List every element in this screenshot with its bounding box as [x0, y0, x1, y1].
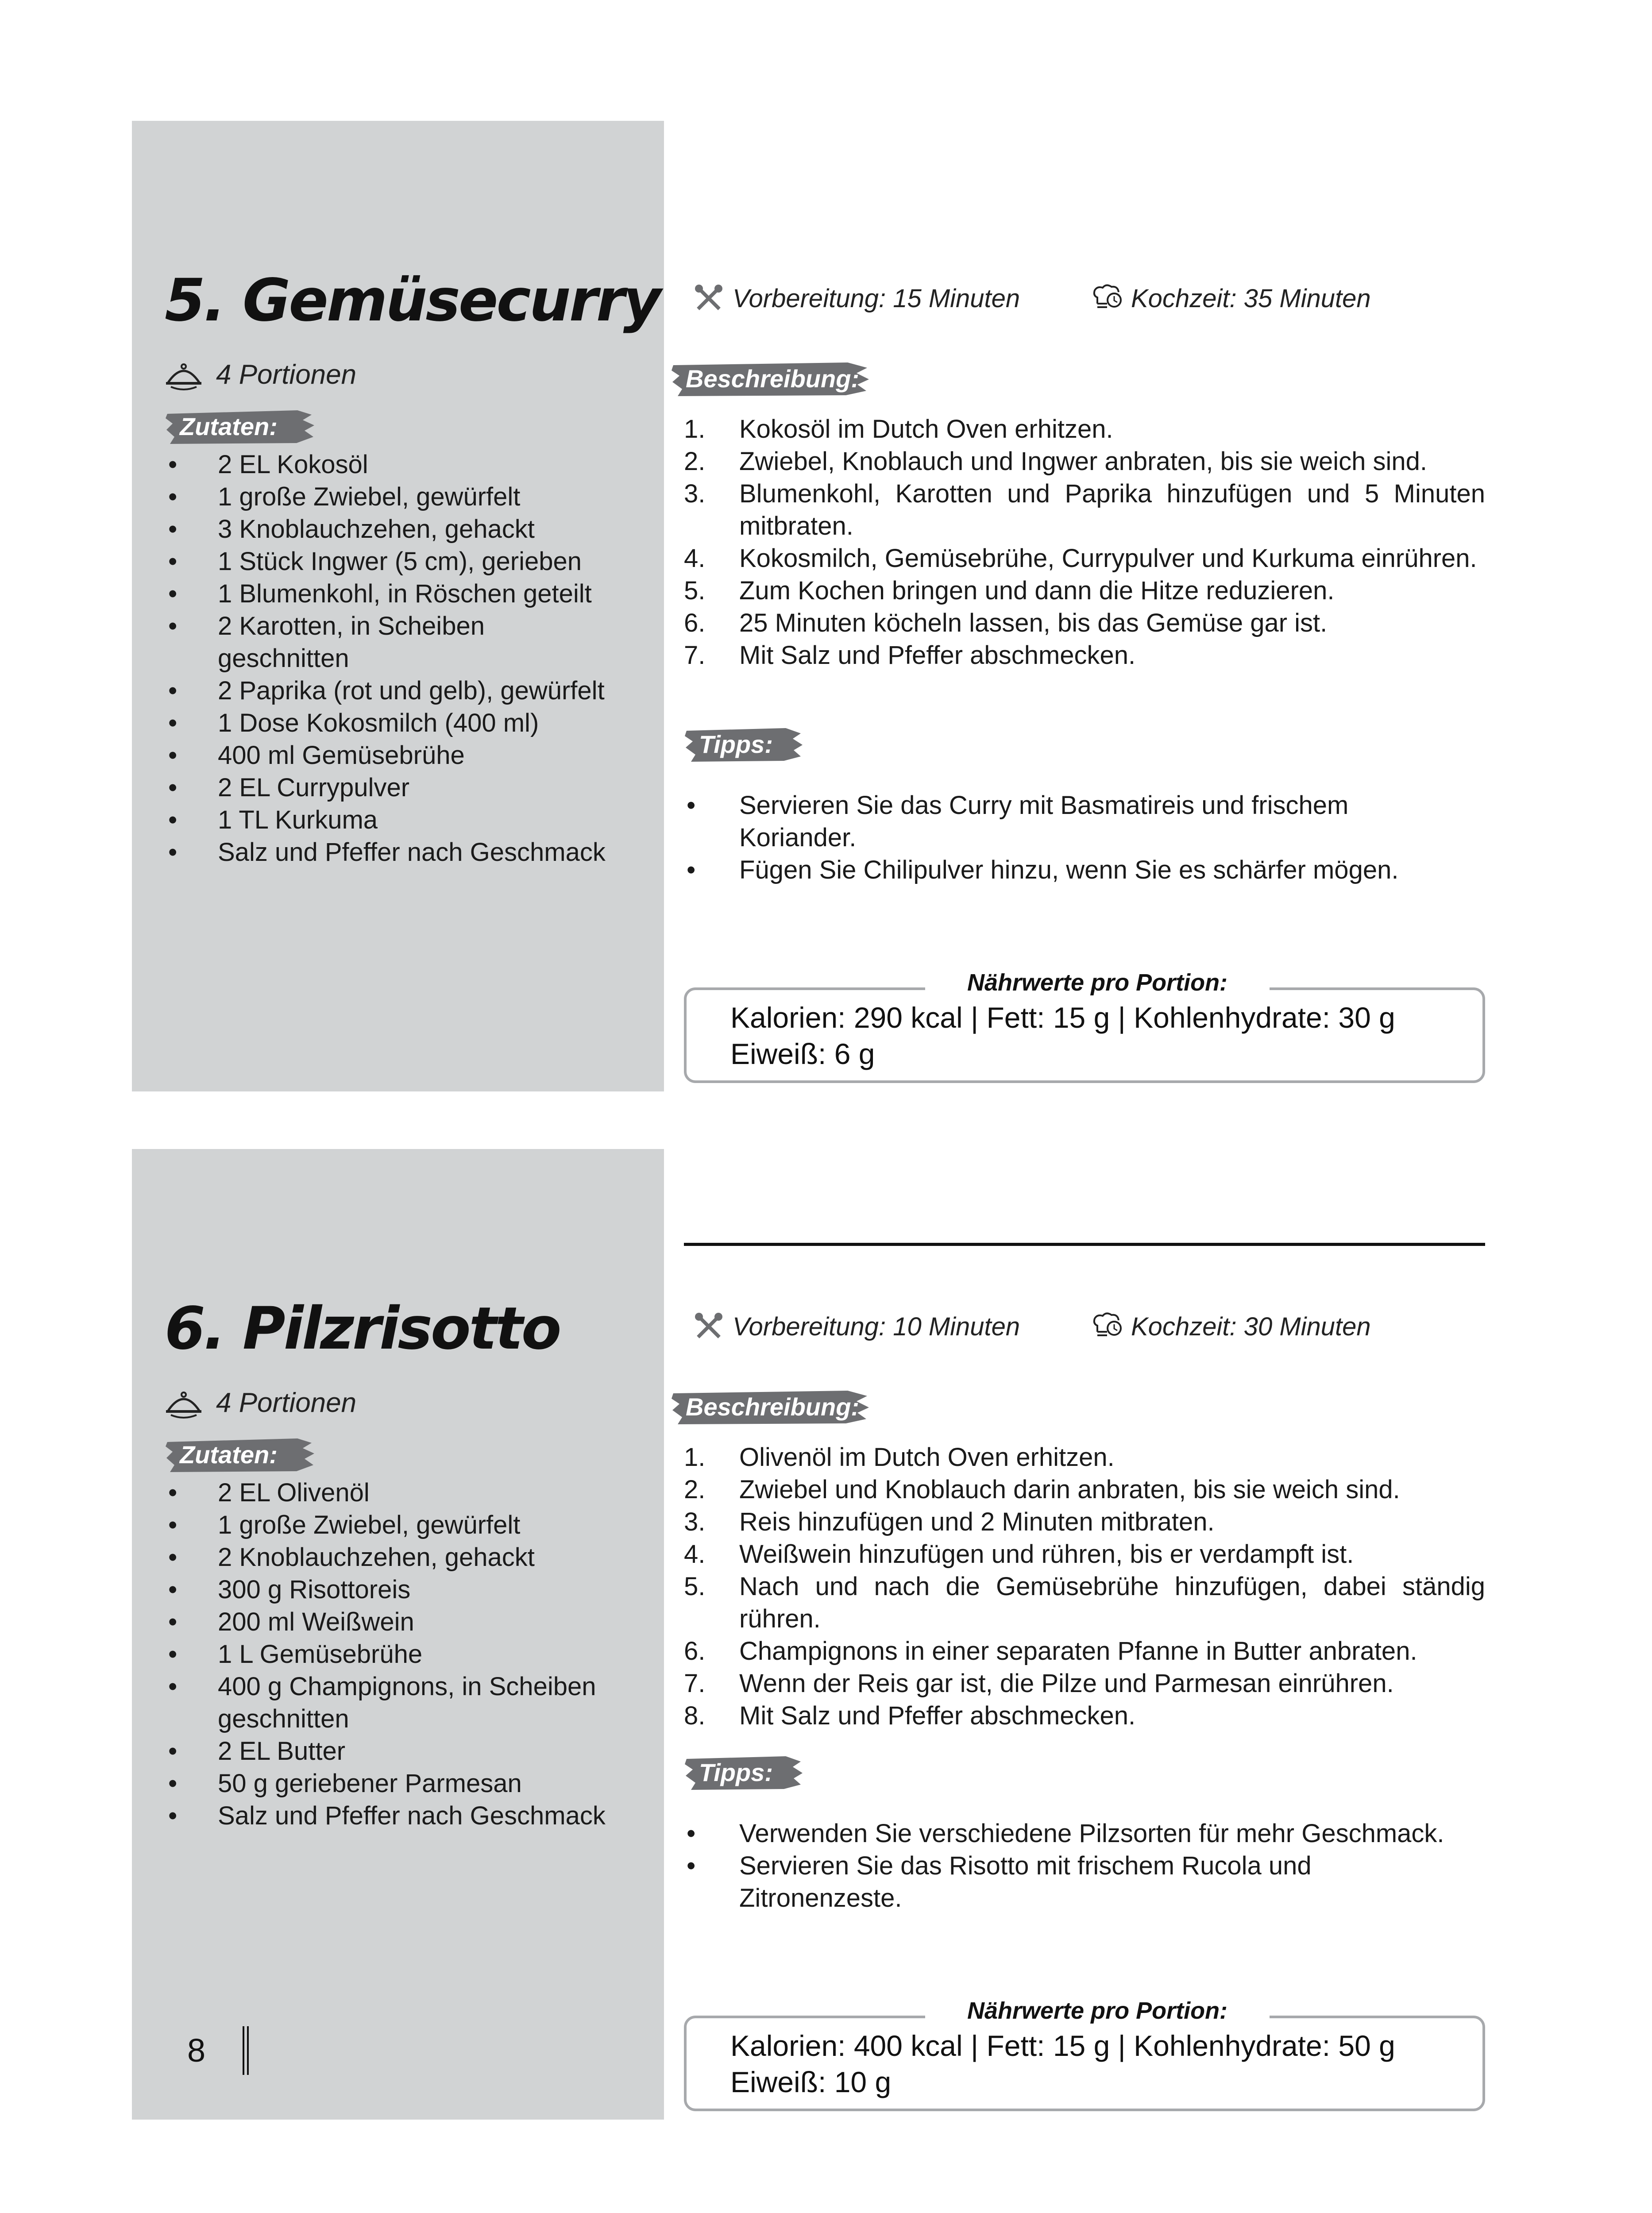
serving-cloche-icon	[165, 1385, 203, 1420]
page-number: 8	[187, 2032, 206, 2069]
tip-item: • Servieren Sie das Curry mit Basmatireis und frischem Koriander.	[684, 789, 1403, 854]
ingredient-item: • 1 Blumenkohl, in Röschen geteilt	[165, 578, 643, 610]
tips-list	[684, 789, 1485, 886]
nutrition-line: Eiweiß: 10 g	[730, 2066, 892, 2098]
description-label: Beschreibung:	[671, 1388, 870, 1426]
page-number-bars	[243, 2026, 250, 2075]
recipe-title: 5. Gemüsecurry	[165, 266, 660, 335]
ingredient-item: • 1 Dose Kokosmilch (400 ml)	[165, 707, 643, 739]
step-item: 2. Zwiebel und Knoblauch darin anbraten, bis sie weich sind.	[684, 1475, 1400, 1504]
step-item: 2. Zwiebel, Knoblauch und Ingwer anbraten, bis sie weich sind.	[684, 447, 1428, 476]
ingredient-item: • 1 große Zwiebel, gewürfelt	[165, 481, 643, 513]
tip-item: • Fügen Sie Chilipulver hinzu, wenn Sie es schärfer mögen.	[684, 854, 1485, 886]
cook-time: Kochzeit: 30 Minuten	[1091, 1307, 1371, 1346]
ingredients-list	[165, 448, 643, 868]
ingredient-item: • 3 Knoblauchzehen, gehackt	[165, 513, 643, 545]
step-item: 1. Kokosöl im Dutch Oven erhitzen.	[684, 415, 1113, 443]
portions-text: 4 Portionen	[216, 359, 357, 390]
step-item: 7. Mit Salz und Pfeffer abschmecken.	[684, 641, 1136, 670]
ingredients-label: Zutaten:	[165, 1436, 315, 1474]
nutrition-text	[730, 2028, 1395, 2100]
step-item: 5. Nach und nach die Gemüsebrühe hinzufügen, dabei ständig rühren.	[684, 1572, 1485, 1633]
ingredient-item: • 400 g Champignons, in Scheiben geschnitten	[165, 1670, 669, 1735]
ingredient-item: • 2 EL Butter	[165, 1735, 643, 1767]
ingredient-item: • 300 g Risottoreis	[165, 1573, 643, 1606]
nutrition-title: Nährwerte pro Portion:	[925, 1995, 1270, 2026]
ingredient-item: • 2 EL Currypulver	[165, 771, 643, 804]
ingredients-list	[165, 1477, 643, 1832]
serving-cloche-icon	[165, 357, 203, 392]
ingredient-item: • 2 Knoblauchzehen, gehackt	[165, 1541, 643, 1573]
tips-label: Tipps:	[684, 1754, 803, 1792]
steps-list	[684, 413, 1485, 671]
step-item: 1. Olivenöl im Dutch Oven erhitzen.	[684, 1443, 1115, 1472]
nutrition-line: Kalorien: 400 kcal | Fett: 15 g | Kohlenhydrate: 50 g	[730, 2029, 1395, 2062]
prep-time: Vorbereitung: 15 Minuten	[693, 278, 1020, 318]
ingredient-item: • 1 TL Kurkuma	[165, 804, 643, 836]
step-item: 7. Wenn der Reis gar ist, die Pilze und Parmesan einrühren.	[684, 1669, 1394, 1698]
step-item: 8. Mit Salz und Pfeffer abschmecken.	[684, 1701, 1136, 1730]
recipe-title: 6. Pilzrisotto	[165, 1295, 560, 1363]
ingredient-item: • 2 EL Kokosöl	[165, 448, 643, 481]
tips-label: Tipps:	[684, 725, 803, 763]
step-item: 3. Blumenkohl, Karotten und Paprika hinzufügen und 5 Minuten mitbraten.	[684, 479, 1485, 540]
description-label: Beschreibung:	[671, 360, 870, 398]
ingredient-item: • Salz und Pfeffer nach Geschmack	[165, 1800, 643, 1832]
ingredient-item: • 50 g geriebener Parmesan	[165, 1767, 643, 1800]
ingredient-item: • 2 Karotten, in Scheiben geschnitten	[165, 610, 541, 675]
portions-row	[165, 355, 356, 394]
ingredient-item: • 2 EL Olivenöl	[165, 1477, 643, 1509]
nutrition-title: Nährwerte pro Portion:	[925, 967, 1270, 998]
step-item: 3. Reis hinzufügen und 2 Minuten mitbraten.	[684, 1507, 1215, 1536]
prep-time: Vorbereitung: 10 Minuten	[693, 1307, 1020, 1346]
prep-utensils-icon	[693, 1311, 725, 1342]
recipe-card	[0, 1149, 1652, 2120]
step-item: 4. Kokosmilch, Gemüsebrühe, Currypulver und Kurkuma einrühren.	[684, 544, 1477, 573]
portions-text: 4 Portionen	[216, 1387, 357, 1418]
ingredient-item: • 400 ml Gemüsebrühe	[165, 739, 643, 771]
chef-hat-clock-icon	[1091, 1311, 1123, 1342]
step-item: 6. 25 Minuten köcheln lassen, bis das Gemüse gar ist.	[684, 609, 1328, 637]
nutrition-line: Kalorien: 290 kcal | Fett: 15 g | Kohlenhydrate: 30 g	[730, 1001, 1395, 1034]
tips-list	[684, 1817, 1485, 1914]
ingredient-item: • 1 L Gemüsebrühe	[165, 1638, 643, 1670]
ingredient-item: • 1 große Zwiebel, gewürfelt	[165, 1509, 643, 1541]
nutrition-text	[730, 999, 1395, 1072]
prep-utensils-icon	[693, 282, 725, 314]
portions-row	[165, 1383, 356, 1423]
nutrition-line: Eiweiß: 6 g	[730, 1037, 875, 1070]
ingredient-item: • Salz und Pfeffer nach Geschmack	[165, 836, 643, 868]
steps-list	[684, 1441, 1485, 1732]
ingredient-item: • 1 Stück Ingwer (5 cm), gerieben	[165, 545, 643, 578]
tip-item: • Servieren Sie das Risotto mit frischem Rucola und Zitronenzeste.	[684, 1850, 1359, 1914]
step-item: 4. Weißwein hinzufügen und rühren, bis er verdampft ist.	[684, 1540, 1354, 1569]
ingredients-label: Zutaten:	[165, 408, 315, 446]
recipe-card	[0, 121, 1652, 1091]
step-item: 5. Zum Kochen bringen und dann die Hitze reduzieren.	[684, 576, 1335, 605]
tip-item: • Verwenden Sie verschiedene Pilzsorten für mehr Geschmack.	[684, 1817, 1485, 1850]
cook-time: Kochzeit: 35 Minuten	[1091, 278, 1371, 318]
chef-hat-clock-icon	[1091, 282, 1123, 314]
ingredient-item: • 200 ml Weißwein	[165, 1606, 643, 1638]
step-item: 6. Champignons in einer separaten Pfanne in Butter anbraten.	[684, 1637, 1417, 1666]
ingredient-item: • 2 Paprika (rot und gelb), gewürfelt	[165, 675, 643, 707]
